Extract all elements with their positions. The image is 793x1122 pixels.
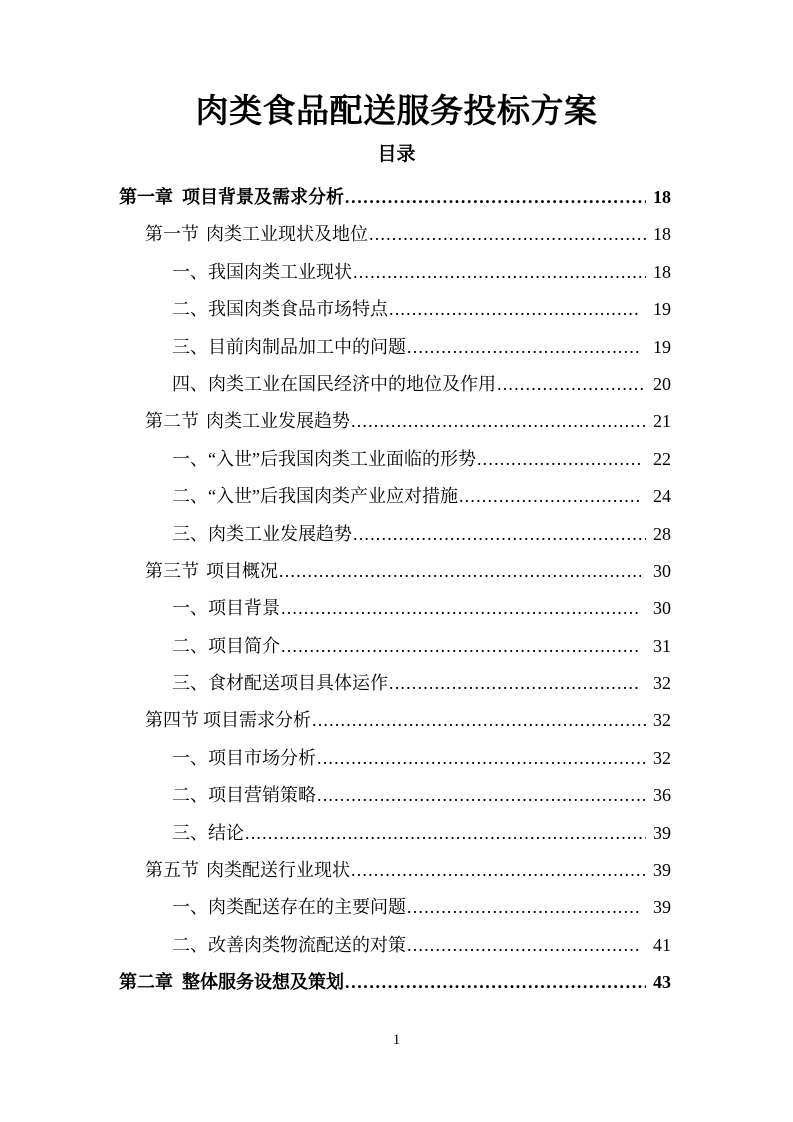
toc-entry-number: 第三节 bbox=[145, 560, 199, 581]
toc-entry-text: 三、结论 bbox=[172, 822, 244, 843]
toc-entry-label bbox=[172, 254, 352, 291]
toc-entry-page-number: 41 bbox=[653, 934, 671, 955]
toc-entry-page-number: 30 bbox=[653, 560, 671, 581]
toc-entry[interactable] bbox=[119, 815, 671, 852]
toc-entry-label bbox=[145, 553, 278, 590]
toc-dot-leader bbox=[497, 375, 646, 393]
toc-entry-number: 第一节 bbox=[145, 224, 199, 245]
toc-entry-text: 一、项目背景 bbox=[172, 598, 280, 619]
toc-dot-leader bbox=[281, 637, 641, 655]
toc-entry-page-number: 39 bbox=[653, 860, 671, 881]
toc-entry-text: 二、项目营销策略 bbox=[172, 785, 316, 806]
toc-entry-page-number: 19 bbox=[653, 299, 671, 320]
toc-dot-leader bbox=[407, 338, 641, 356]
toc-entry[interactable] bbox=[119, 889, 671, 926]
toc-entry[interactable] bbox=[119, 254, 671, 291]
toc-entry[interactable] bbox=[119, 665, 671, 702]
toc-entry-text: 三、目前肉制品加工中的问题 bbox=[172, 336, 406, 357]
toc-entry[interactable] bbox=[119, 291, 671, 328]
toc-entry-number: 第四节 bbox=[145, 710, 199, 731]
toc-entry-label bbox=[172, 889, 406, 926]
toc-entry-label bbox=[172, 927, 406, 964]
toc-entry-text: 二、改善肉类物流配送的对策 bbox=[172, 934, 406, 955]
toc-entry-text: 一、项目市场分析 bbox=[172, 747, 316, 768]
toc-entry-page-number: 21 bbox=[653, 411, 671, 432]
toc-entry-text: 整体服务设想及策划 bbox=[182, 972, 344, 993]
toc-entry-label bbox=[145, 216, 368, 253]
toc-dot-leader bbox=[389, 674, 641, 692]
toc-dot-leader bbox=[345, 188, 646, 206]
toc-entry-label bbox=[172, 815, 244, 852]
toc-entry-text: 二、“入世”后我国肉类产业应对措施 bbox=[172, 486, 458, 507]
toc-entry[interactable] bbox=[119, 628, 671, 665]
toc-entry[interactable] bbox=[119, 590, 671, 627]
toc-dot-leader bbox=[279, 562, 641, 580]
toc-entry-page-number: 32 bbox=[653, 673, 671, 694]
toc-dot-leader bbox=[245, 824, 646, 842]
toc-entry[interactable] bbox=[119, 179, 671, 216]
toc-entry-number: 第二章 bbox=[119, 972, 173, 993]
toc-entry[interactable] bbox=[119, 478, 671, 515]
toc-entry[interactable] bbox=[119, 702, 671, 739]
toc-entry-page-number: 18 bbox=[653, 261, 671, 282]
toc-entry-number: 第一章 bbox=[119, 187, 173, 207]
toc-dot-leader bbox=[353, 263, 646, 281]
toc-entry-text: 一、“入世”后我国肉类工业面临的形势 bbox=[172, 448, 476, 469]
toc-entry-label bbox=[119, 179, 344, 216]
toc-dot-leader bbox=[369, 225, 646, 243]
toc-entry-page-number: 30 bbox=[653, 598, 671, 619]
toc-entry-text: 项目需求分析 bbox=[203, 710, 311, 731]
toc-entry-number: 第五节 bbox=[145, 860, 199, 881]
toc-entry-label bbox=[172, 478, 458, 515]
toc-entry-text: 肉类工业现状及地位 bbox=[206, 224, 368, 245]
toc-dot-leader bbox=[317, 749, 646, 767]
toc-dot-leader bbox=[281, 599, 641, 617]
toc-entry-label bbox=[172, 329, 406, 366]
toc-entry-page-number: 20 bbox=[653, 373, 671, 394]
toc-entry-text: 四、肉类工业在国民经济中的地位及作用 bbox=[172, 373, 496, 394]
toc-entry-page-number: 19 bbox=[653, 336, 671, 357]
toc-dot-leader bbox=[459, 487, 641, 505]
toc-entry-page-number: 18 bbox=[653, 224, 671, 245]
toc-entry-text: 一、肉类配送存在的主要问题 bbox=[172, 897, 406, 918]
toc-entry-page-number: 39 bbox=[653, 897, 671, 918]
toc-entry-label bbox=[172, 777, 316, 814]
toc-entry-text: 三、食材配送项目具体运作 bbox=[172, 673, 388, 694]
toc-entry-label bbox=[172, 441, 476, 478]
toc-entry-text: 肉类配送行业现状 bbox=[206, 860, 350, 881]
toc-entry-text: 项目背景及需求分析 bbox=[182, 187, 344, 207]
toc-entry-text: 肉类工业发展趋势 bbox=[206, 411, 350, 432]
toc-dot-leader bbox=[351, 412, 646, 430]
toc-entry-label bbox=[172, 665, 388, 702]
toc-entry-page-number: 24 bbox=[653, 486, 671, 507]
page-title: 肉类食品配送服务投标方案 bbox=[195, 94, 598, 130]
toc-entry-page-number: 22 bbox=[653, 448, 671, 469]
toc-entry-page-number: 28 bbox=[653, 523, 671, 544]
toc-entry-page-number: 36 bbox=[653, 785, 671, 806]
toc-entry[interactable] bbox=[119, 329, 671, 366]
toc-dot-leader bbox=[407, 898, 641, 916]
toc-entry-page-number: 18 bbox=[653, 187, 671, 207]
table-of-contents bbox=[119, 179, 671, 1002]
toc-entry-label bbox=[172, 291, 388, 328]
toc-entry[interactable] bbox=[119, 777, 671, 814]
toc-entry-label bbox=[172, 628, 280, 665]
toc-entry-page-number: 32 bbox=[653, 710, 671, 731]
toc-entry[interactable] bbox=[119, 852, 671, 889]
toc-dot-leader bbox=[389, 300, 641, 318]
toc-entry-text: 二、我国肉类食品市场特点 bbox=[172, 299, 388, 320]
toc-dot-leader bbox=[312, 711, 646, 729]
toc-entry[interactable] bbox=[119, 740, 671, 777]
toc-entry[interactable] bbox=[119, 366, 671, 403]
toc-entry-text: 项目概况 bbox=[206, 560, 278, 581]
toc-entry-number: 第二节 bbox=[145, 411, 199, 432]
toc-dot-leader bbox=[353, 525, 646, 543]
toc-entry-label bbox=[172, 366, 496, 403]
toc-entry[interactable] bbox=[119, 516, 671, 553]
toc-entry[interactable] bbox=[119, 553, 671, 590]
toc-entry-label bbox=[145, 852, 350, 889]
toc-entry[interactable] bbox=[119, 964, 671, 1001]
toc-entry[interactable] bbox=[119, 441, 671, 478]
toc-entry-page-number: 32 bbox=[653, 747, 671, 768]
toc-entry-text: 三、肉类工业发展趋势 bbox=[172, 523, 352, 544]
toc-entry[interactable] bbox=[119, 927, 671, 964]
toc-entry-page-number: 39 bbox=[653, 822, 671, 843]
toc-entry[interactable] bbox=[119, 403, 671, 440]
footer-page-number: 1 bbox=[392, 1032, 401, 1048]
toc-entry-label bbox=[145, 403, 350, 440]
toc-heading: 目录 bbox=[377, 144, 416, 165]
toc-dot-leader bbox=[407, 936, 641, 954]
toc-entry-label bbox=[172, 740, 316, 777]
toc-dot-leader bbox=[477, 450, 641, 468]
toc-entry-label bbox=[119, 964, 344, 1001]
toc-entry-text: 二、项目简介 bbox=[172, 635, 280, 656]
toc-entry-page-number: 43 bbox=[653, 972, 671, 993]
toc-entry-label bbox=[172, 516, 352, 553]
toc-entry-page-number: 31 bbox=[653, 635, 671, 656]
toc-dot-leader bbox=[317, 786, 646, 804]
toc-dot-leader bbox=[345, 973, 646, 991]
toc-dot-leader bbox=[351, 861, 646, 879]
toc-entry-label bbox=[145, 702, 311, 739]
toc-entry[interactable] bbox=[119, 216, 671, 253]
toc-entry-text: 一、我国肉类工业现状 bbox=[172, 261, 352, 282]
toc-entry-label bbox=[172, 590, 280, 627]
